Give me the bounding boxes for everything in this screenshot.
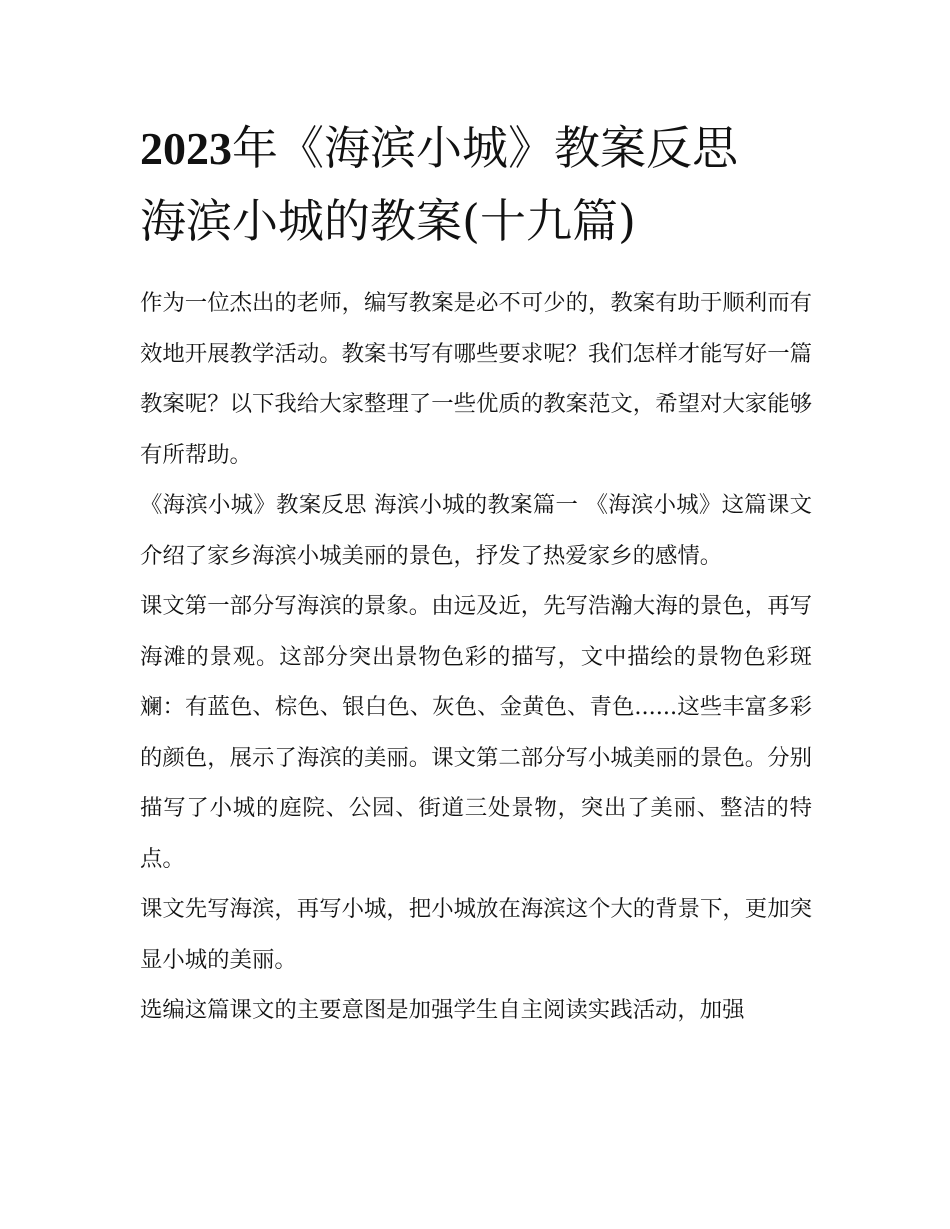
paragraph-structure: 课文先写海滨，再写小城，把小城放在海滨这个大的背景下，更加突显小城的美丽。 [140,896,812,973]
paragraph-intro: 作为一位杰出的老师，编写教案是必不可少的，教案有助于顺利而有效地开展教学活动。教案书写有哪些要求呢？我们怎样才能写好一篇教案呢？以下我给大家整理了一些优质的教案范文，希望对大家能够有所帮助。 [140,290,812,468]
title-year: 2023 [140,123,232,174]
title-line-2: 海滨小城的教案(十九篇) [140,194,636,248]
title-line-1-text: 年《海滨小城》教案反思 [232,121,738,175]
paragraph-section-1: 《海滨小城》教案反思 海滨小城的教案篇一 《海滨小城》这篇课文介绍了家乡海滨小城美丽的景色，抒发了热爱家乡的感情。 [140,492,812,569]
document-body [140,278,812,1036]
paragraph-intent: 选编这篇课文的主要意图是加强学生自主阅读实践活动，加强 [140,997,745,1023]
paragraph-analysis: 课文第一部分写海滨的景象。由远及近，先写浩瀚大海的景色，再写海滩的景观。这部分突出景物色彩的描写，文中描绘的景物色彩斑斓：有蓝色、棕色、银白色、灰色、金黄色、青色......这些丰富多彩的颜色，展示了海滨的美丽。课文第二部分写小城美丽的景色。分别描写了小城的庭院、公园、街道三处景物，突出了美丽、整洁的特点。 [140,593,812,872]
title-line-1 [140,112,820,185]
document-title [140,112,820,257]
